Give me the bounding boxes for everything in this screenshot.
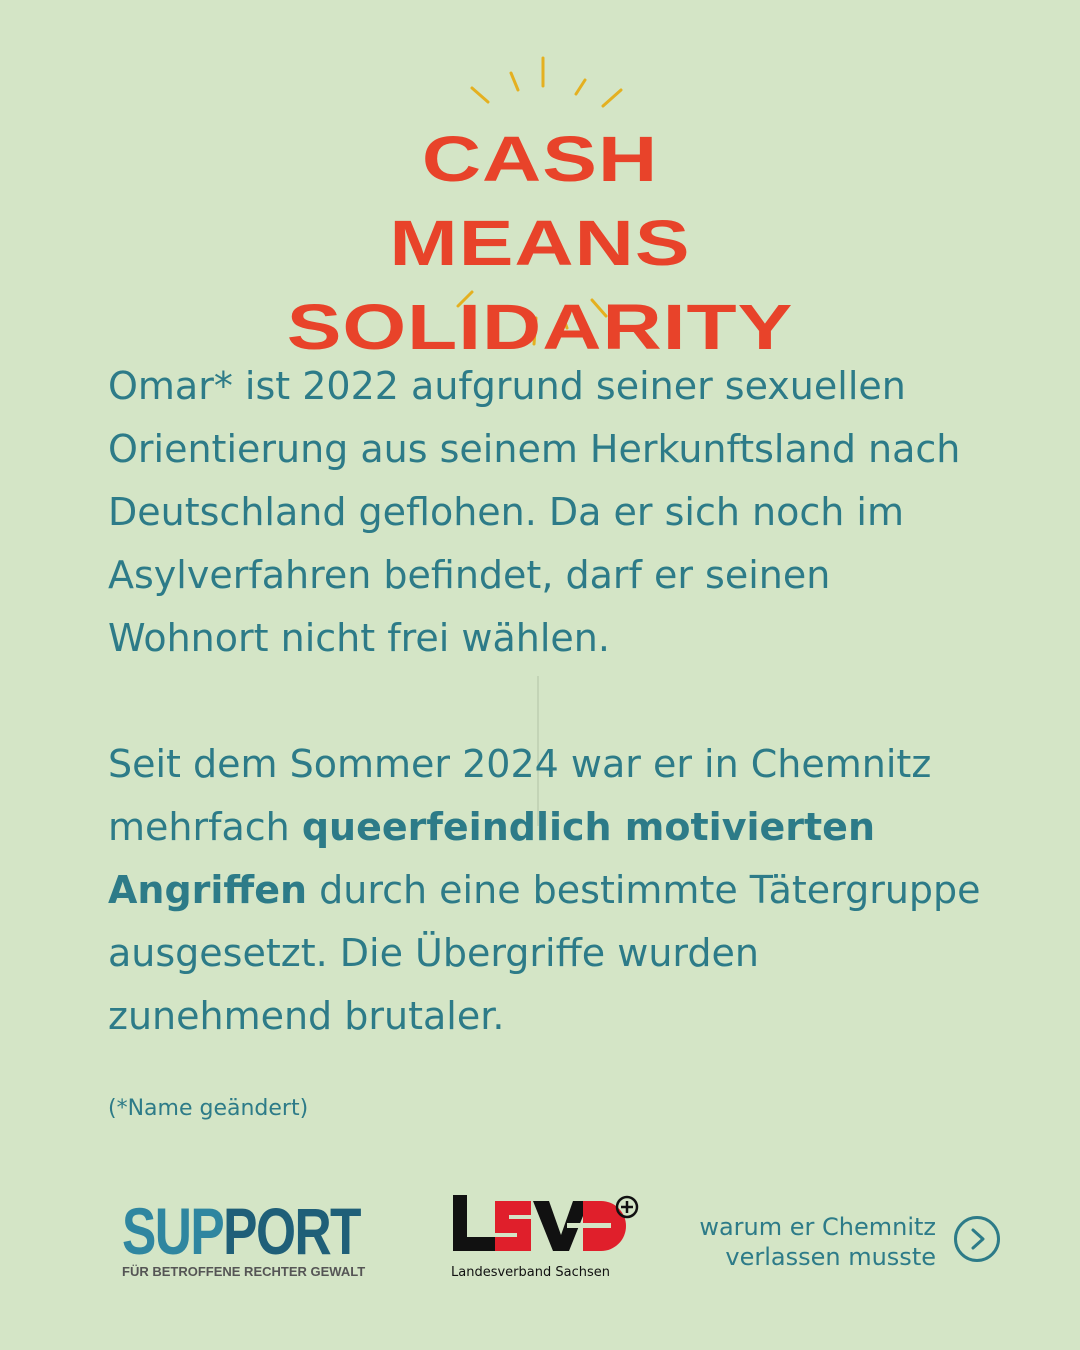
paragraph-2-end: durch eine bestimmte Tätergruppe ausgesetzt. Die Übergriffe wurden zunehmend brutaler.	[108, 868, 981, 1038]
footnote: (*Name geändert)	[108, 1096, 309, 1121]
lsvd-logo	[451, 1193, 639, 1280]
headline-line-3: SOLIDARITY	[286, 292, 794, 364]
paragraph-1: Omar* ist 2022 aufgrund seiner sexuellen Orientierung aus seinem Herkunftsland nach Deutschland geflohen. Da er sich noch im Asylverfahren befindet, darf er seinen Wohnort nicht frei wählen.	[108, 364, 961, 660]
next-slide-label-line-2: verlassen musste	[725, 1243, 936, 1271]
next-slide-link[interactable]	[690, 1212, 1000, 1278]
headline-line-1: CASH	[421, 124, 659, 196]
headline-line-2: MEANS	[389, 208, 691, 280]
story-text	[108, 355, 988, 1048]
support-logo	[122, 1194, 427, 1279]
paragraph-2-start: Seit dem Sommer 2024 war er in Chemnitz mehrfach	[108, 742, 932, 849]
paragraph-2	[108, 733, 988, 1048]
support-wordmark-part-1: SUP	[122, 1194, 224, 1268]
support-wordmark	[122, 1194, 360, 1268]
support-tagline: FÜR BETROFFENE RECHTER GEWALT	[122, 1264, 366, 1279]
chevron-right-icon	[957, 1219, 997, 1259]
lsvd-subtitle: Landesverband Sachsen	[451, 1265, 610, 1280]
next-slide-label	[699, 1212, 936, 1272]
support-wordmark-part-2: PORT	[223, 1194, 360, 1268]
chevron-right-circle-icon[interactable]	[954, 1216, 1000, 1262]
lsvd-logo-mark	[451, 1193, 639, 1259]
headline	[0, 118, 1080, 370]
paragraph-2-emphasis: queerfeindlich motivierten Angriffen	[108, 805, 876, 912]
next-slide-label-line-1: warum er Chemnitz	[699, 1213, 936, 1241]
